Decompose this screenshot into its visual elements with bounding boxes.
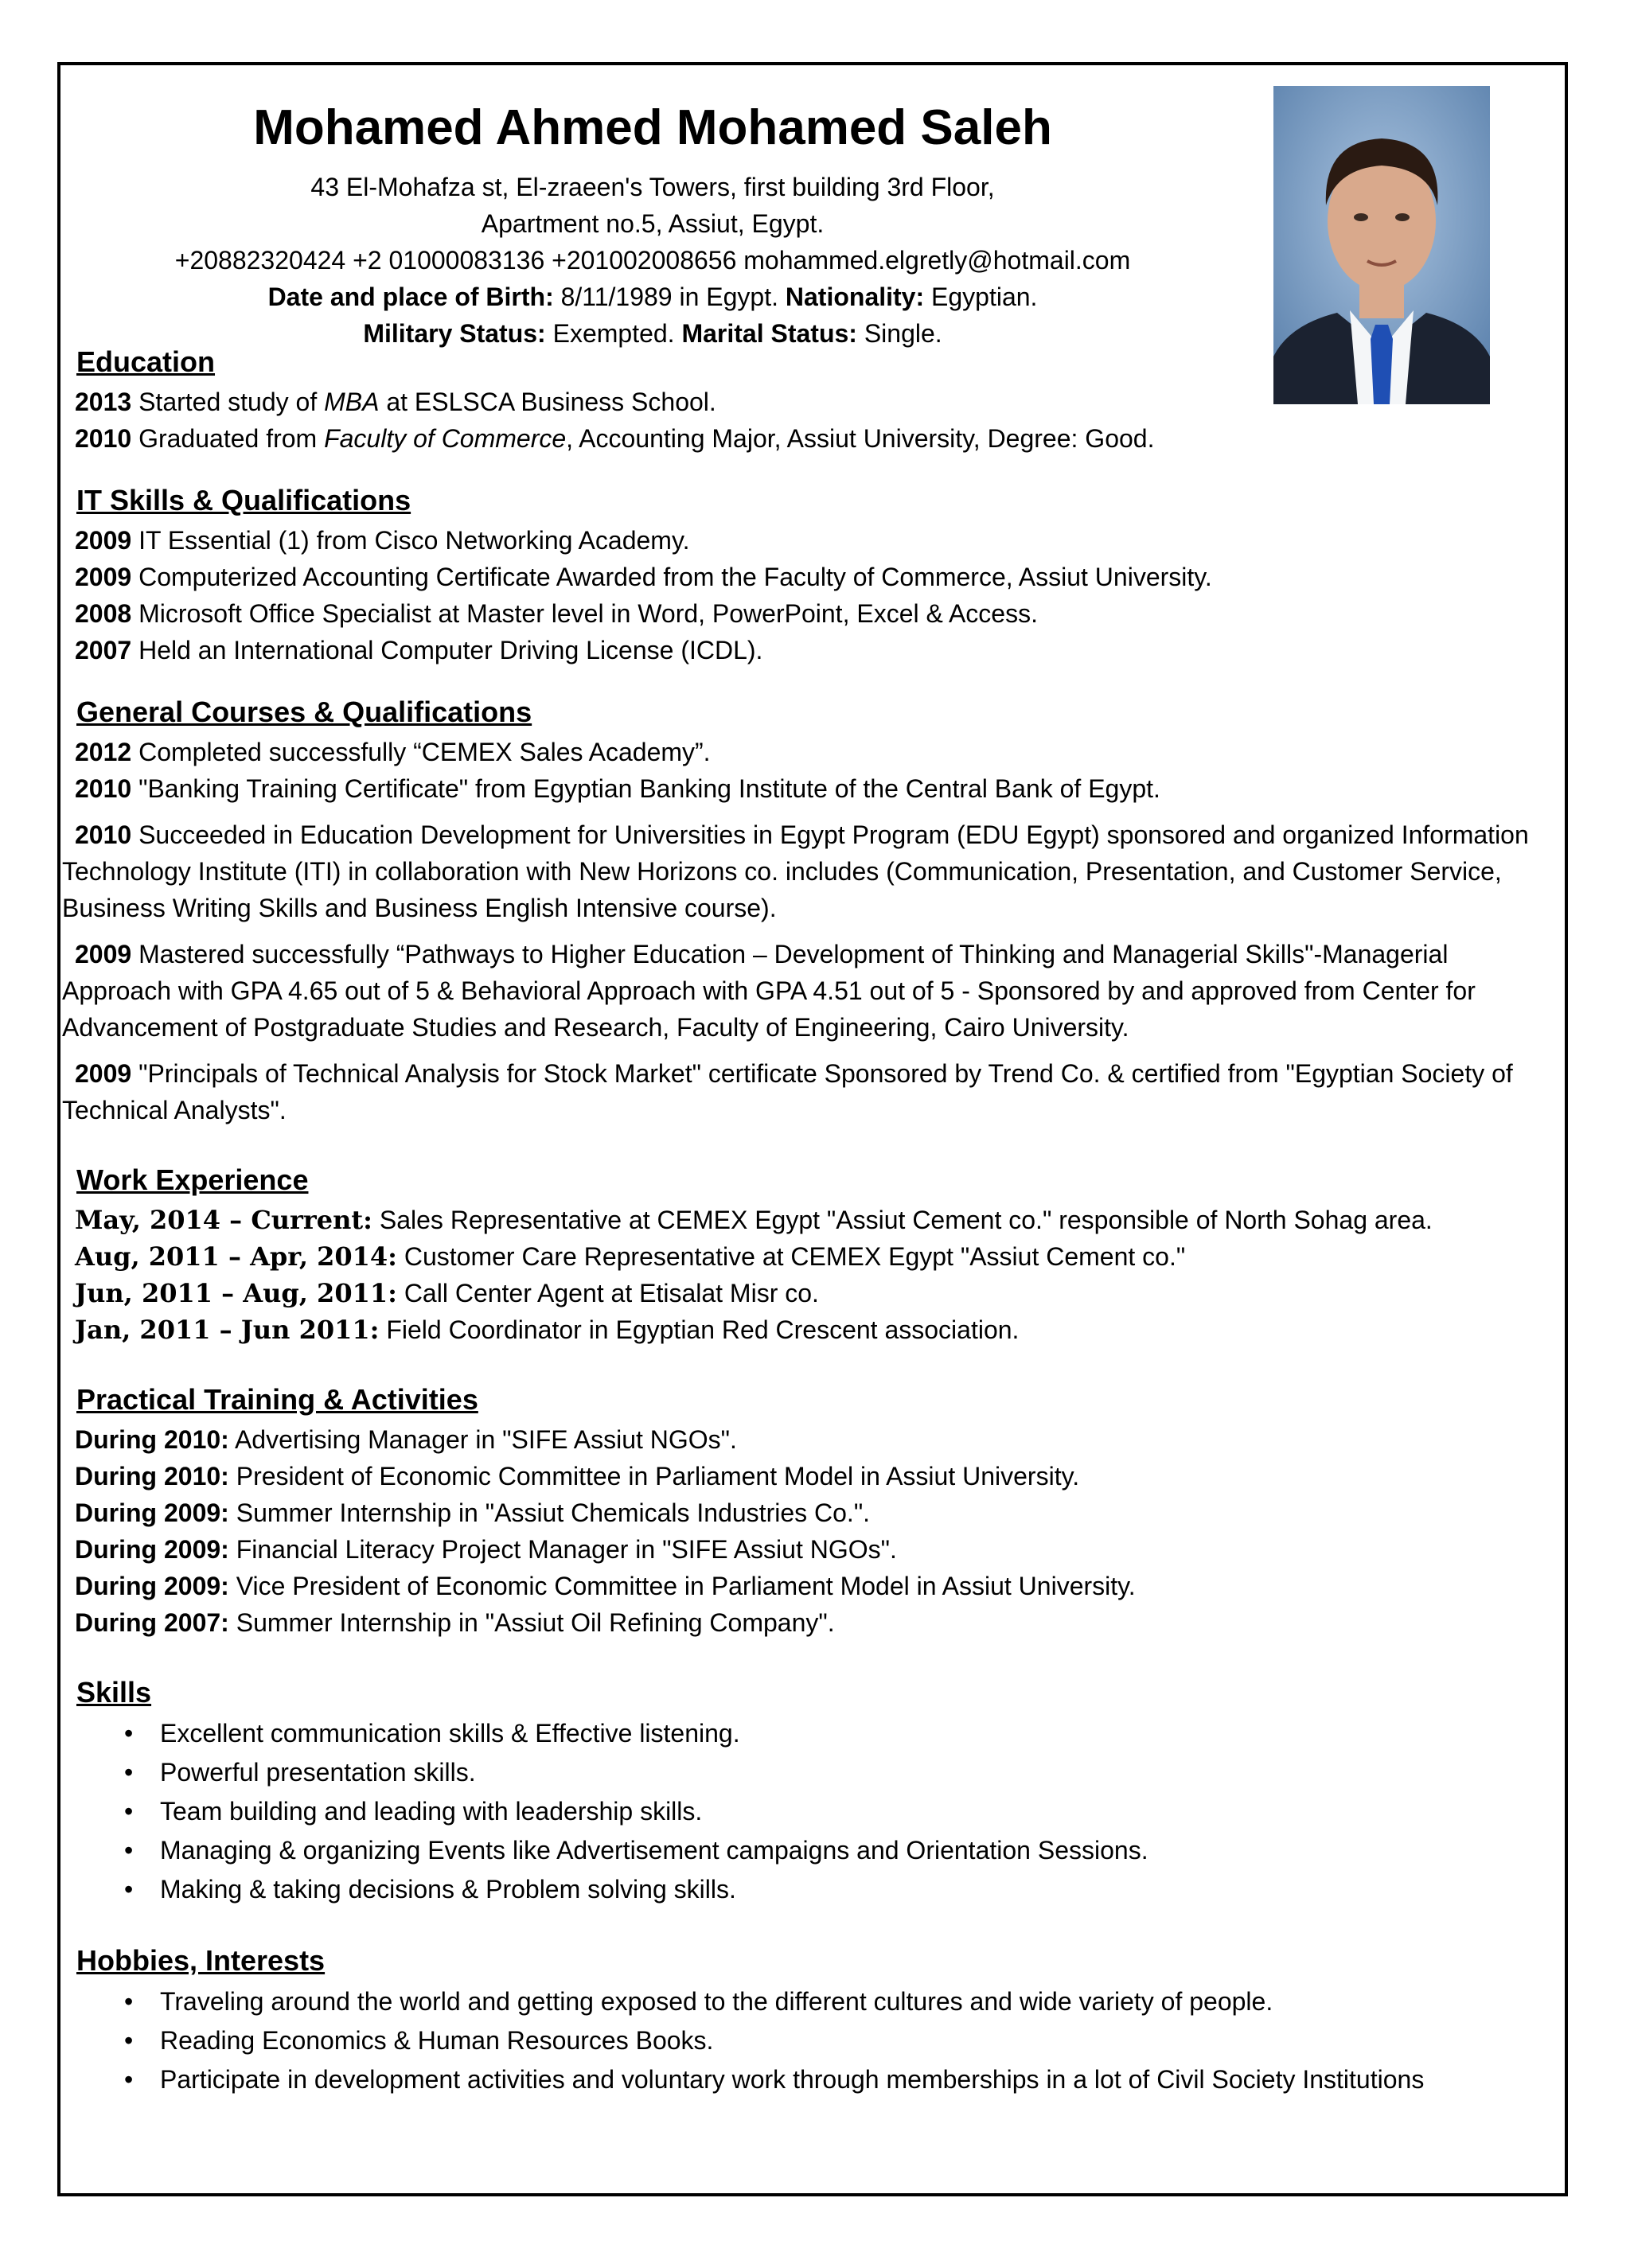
course-year: 2010 (75, 820, 132, 849)
education-text: , Accounting Major, Assiut University, Degree: Good. (566, 424, 1155, 453)
course-text: "Banking Training Certificate" from Egyptian Banking Institute of the Central Bank of Egypt. (131, 774, 1160, 803)
it-skill-text: Held an International Computer Driving License (ICDL). (131, 636, 763, 664)
birth-nationality-line (80, 279, 1226, 315)
education-item (75, 384, 1550, 420)
education-text: at ESLSCA Business School. (379, 388, 716, 416)
course-text: Mastered successfully “Pathways to Higher Education – Development of Thinking and Managerial Skills"-Managerial Approach with GPA 4.65 out of 5 & Behavioral Approach with GPA 4.51 out of 5 - Sponsored by and approved from Center for Advancement of Postgraduate Studies and Research, Faculty of Engineering, Cairo University. (62, 940, 1476, 1042)
it-skill-text: IT Essential (1) from Cisco Networking Academy. (131, 526, 690, 555)
work-text: Sales Representative at CEMEX Egypt "Assiut Cement co." responsible of North Sohag area. (372, 1206, 1433, 1234)
training-text: Summer Internship in "Assiut Chemicals Industries Co.". (228, 1498, 871, 1527)
training-text: Financial Literacy Project Manager in "SIFE Assiut NGOs". (228, 1535, 897, 1564)
training-text: President of Economic Committee in Parliament Model in Assiut University. (228, 1462, 1080, 1491)
course-text: Succeeded in Education Development for Universities in Egypt Program (EDU Egypt) sponsored and organized Information Technology Institute (ITI) in collaboration with New Horizons co. includes (Communication, Presentation, and Customer Service, Business Writing Skills and Business English Intensive course). (62, 820, 1529, 922)
courses-section (62, 692, 1550, 1128)
work-period: May, 2014 – Current: (75, 1205, 372, 1235)
list-item (62, 1982, 1550, 2021)
birth-value: 8/11/1989 in Egypt. (553, 283, 786, 311)
it-skill-year: 2007 (75, 636, 132, 664)
skills-section (62, 1673, 1550, 1909)
list-item (62, 1714, 1550, 1753)
course-year: 2010 (75, 774, 132, 803)
bullet-icon: • (124, 1797, 134, 1826)
military-value: Exempted. (545, 319, 682, 348)
candidate-name: Mohamed Ahmed Mohamed Saleh (253, 100, 1052, 155)
work-text: Call Center Agent at Etisalat Misr co. (396, 1279, 819, 1307)
work-item (75, 1202, 1550, 1238)
marital-label: Marital Status: (681, 319, 857, 348)
it-skill-item (75, 559, 1550, 595)
hobbies-heading: Hobbies, Interests (76, 1944, 326, 1977)
nationality-label: Nationality: (785, 283, 925, 311)
education-heading: Education (76, 345, 216, 378)
it-skill-item (75, 522, 1550, 559)
training-period: During 2010: (75, 1425, 229, 1454)
course-text: "Principals of Technical Analysis for Stock Market" certificate Sponsored by Trend Co. & certified from "Egyptian Society of Technical Analysts". (62, 1059, 1513, 1124)
it-skill-item (75, 632, 1550, 668)
education-item (75, 420, 1550, 457)
it-skill-text: Computerized Accounting Certificate Awarded from the Faculty of Commerce, Assiut University. (131, 563, 1212, 591)
hobby-text: Participate in development activities and voluntary work through memberships in a lot of Civil Society Institutions (160, 2065, 1425, 2094)
training-heading: Practical Training & Activities (76, 1383, 478, 1416)
military-label: Military Status: (363, 319, 546, 348)
work-text: Customer Care Representative at CEMEX Egypt "Assiut Cement co." (396, 1242, 1186, 1271)
skill-text: Powerful presentation skills. (160, 1758, 476, 1787)
skill-text: Team building and leading with leadership skills. (160, 1797, 703, 1826)
it-skill-item (75, 595, 1550, 632)
course-text: Completed successfully “CEMEX Sales Academy”. (131, 738, 711, 766)
training-period: During 2010: (75, 1462, 229, 1491)
it-skill-year: 2009 (75, 526, 132, 555)
address-line-1: 43 El-Mohafza st, El-zraeen's Towers, first building 3rd Floor, (310, 173, 995, 201)
work-item (75, 1238, 1550, 1275)
training-text: Advertising Manager in "SIFE Assiut NGOs". (228, 1425, 737, 1454)
it-skill-year: 2008 (75, 599, 132, 628)
education-text: Graduated from (131, 424, 325, 453)
course-item (75, 770, 1550, 807)
work-period: Jan, 2011 – Jun 2011: (75, 1315, 380, 1345)
bullet-icon: • (124, 1987, 134, 2016)
skill-text: Managing & organizing Events like Advertisement campaigns and Orientation Sessions. (160, 1836, 1148, 1865)
education-text: Started study of (131, 388, 325, 416)
course-year: 2012 (75, 738, 132, 766)
it-skills-heading: IT Skills & Qualifications (76, 484, 411, 516)
bullet-icon: • (124, 1758, 134, 1787)
hobby-text: Traveling around the world and getting exposed to the different cultures and wide variety of people. (160, 1987, 1273, 2016)
education-year: 2010 (75, 424, 132, 453)
course-item (62, 936, 1550, 1046)
work-item (75, 1275, 1550, 1311)
birth-label: Date and place of Birth: (267, 283, 554, 311)
list-item (62, 1753, 1550, 1792)
training-section (62, 1380, 1550, 1641)
training-text: Summer Internship in "Assiut Oil Refining Company". (228, 1608, 835, 1637)
it-skills-section (62, 481, 1550, 668)
bullet-icon: • (124, 2065, 134, 2094)
training-item (75, 1568, 1550, 1604)
bullet-icon: • (124, 1719, 134, 1748)
nationality-value: Egyptian. (924, 283, 1038, 311)
skill-text: Excellent communication skills & Effective listening. (160, 1719, 740, 1748)
list-item (62, 2021, 1550, 2060)
education-section (62, 342, 1550, 457)
training-item (75, 1604, 1550, 1641)
course-item (75, 734, 1550, 770)
hobbies-section (62, 1941, 1550, 2099)
training-period: During 2009: (75, 1498, 229, 1527)
list-item (62, 2060, 1550, 2099)
hobbies-list (62, 1982, 1550, 2099)
course-item (62, 1055, 1550, 1128)
training-item (75, 1531, 1550, 1568)
list-item (62, 1792, 1550, 1831)
address-line-2: Apartment no.5, Assiut, Egypt. (481, 209, 825, 238)
work-period: Jun, 2011 – Aug, 2011: (75, 1278, 397, 1308)
course-year: 2009 (75, 1059, 132, 1088)
education-program: MBA (324, 388, 380, 416)
courses-heading: General Courses & Qualifications (76, 696, 532, 728)
list-item (62, 1870, 1550, 1909)
skills-heading: Skills (76, 1676, 152, 1709)
cv-body (62, 342, 1550, 2099)
bullet-icon: • (124, 2026, 134, 2055)
training-text: Vice President of Economic Committee in Parliament Model in Assiut University. (228, 1572, 1136, 1600)
work-text: Field Coordinator in Egyptian Red Crescent association. (379, 1315, 1020, 1344)
contact-line: +20882320424 +2 01000083136 +201002008656 mohammed.elgretly@hotmail.com (174, 246, 1131, 275)
work-experience-section (62, 1160, 1550, 1348)
it-skill-year: 2009 (75, 563, 132, 591)
course-year: 2009 (75, 940, 132, 968)
hobby-text: Reading Economics & Human Resources Books. (160, 2026, 714, 2055)
bullet-icon: • (124, 1875, 134, 1904)
list-item (62, 1831, 1550, 1870)
training-period: During 2009: (75, 1535, 229, 1564)
training-item (75, 1494, 1550, 1531)
cv-header (80, 95, 1226, 352)
work-period: Aug, 2011 – Apr, 2014: (75, 1241, 397, 1272)
training-item (75, 1421, 1550, 1458)
it-skill-text: Microsoft Office Specialist at Master level in Word, PowerPoint, Excel & Access. (131, 599, 1038, 628)
education-year: 2013 (75, 388, 132, 416)
work-experience-heading: Work Experience (76, 1163, 309, 1196)
course-item (62, 816, 1550, 926)
marital-value: Single. (856, 319, 942, 348)
skills-list (62, 1714, 1550, 1909)
skill-text: Making & taking decisions & Problem solving skills. (160, 1875, 736, 1904)
education-program: Faculty of Commerce (324, 424, 567, 453)
bullet-icon: • (124, 1836, 134, 1865)
training-period: During 2007: (75, 1608, 229, 1637)
work-item (75, 1311, 1550, 1348)
training-period: During 2009: (75, 1572, 229, 1600)
training-item (75, 1458, 1550, 1494)
